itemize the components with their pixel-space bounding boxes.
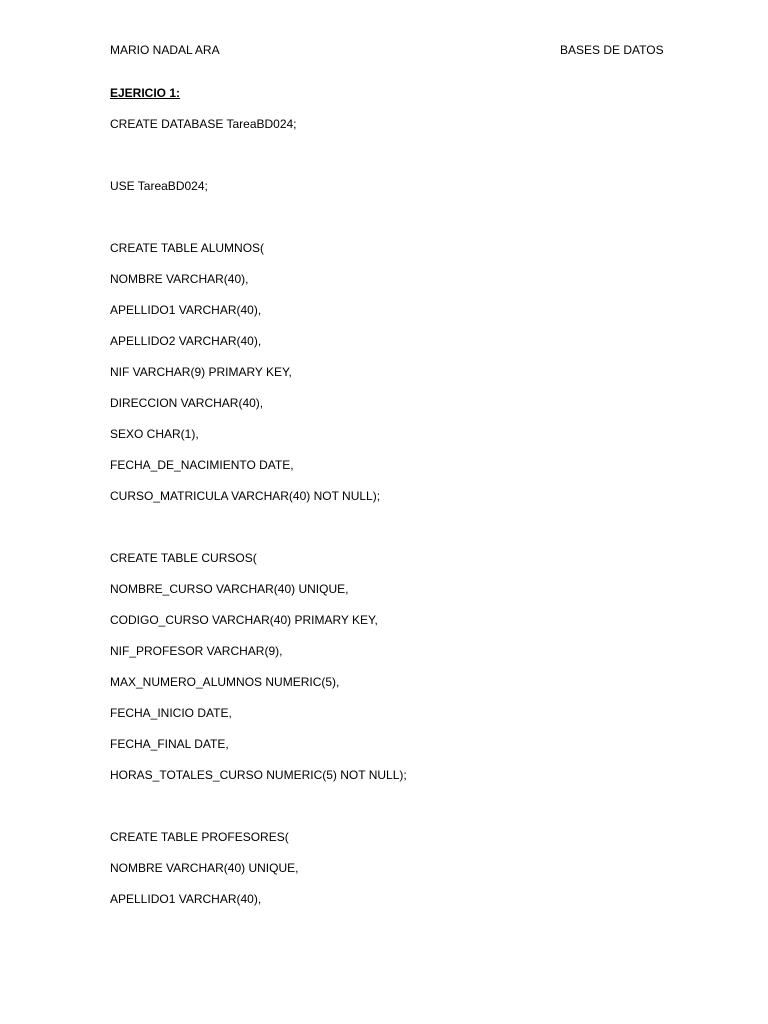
- exercise-title: EJERICIO 1:: [110, 86, 181, 100]
- sql-line: FECHA_INICIO DATE,: [110, 706, 232, 720]
- sql-line: USE TareaBD024;: [110, 179, 208, 193]
- sql-line: APELLIDO1 VARCHAR(40),: [110, 303, 262, 317]
- sql-line: HORAS_TOTALES_CURSO NUMERIC(5) NOT NULL);: [110, 768, 407, 782]
- sql-line: CREATE TABLE ALUMNOS(: [110, 241, 265, 255]
- sql-line: NOMBRE VARCHAR(40) UNIQUE,: [110, 861, 299, 875]
- sql-line: DIRECCION VARCHAR(40),: [110, 396, 264, 410]
- sql-line: NOMBRE VARCHAR(40),: [110, 272, 249, 286]
- sql-line: CURSO_MATRICULA VARCHAR(40) NOT NULL);: [110, 489, 381, 503]
- sql-line: CREATE TABLE PROFESORES(: [110, 830, 289, 844]
- sql-line: SEXO CHAR(1),: [110, 427, 199, 441]
- sql-line: FECHA_DE_NACIMIENTO DATE,: [110, 458, 294, 472]
- sql-line: NOMBRE_CURSO VARCHAR(40) UNIQUE,: [110, 582, 349, 596]
- sql-line: CREATE TABLE CURSOS(: [110, 551, 257, 565]
- sql-line: FECHA_FINAL DATE,: [110, 737, 229, 751]
- sql-line: APELLIDO1 VARCHAR(40),: [110, 892, 262, 906]
- sql-line: MAX_NUMERO_ALUMNOS NUMERIC(5),: [110, 675, 340, 689]
- sql-line: NIF_PROFESOR VARCHAR(9),: [110, 644, 283, 658]
- sql-line: APELLIDO2 VARCHAR(40),: [110, 334, 262, 348]
- sql-line: CREATE DATABASE TareaBD024;: [110, 117, 297, 131]
- sql-line: NIF VARCHAR(9) PRIMARY KEY,: [110, 365, 292, 379]
- header-subject: BASES DE DATOS: [560, 43, 664, 57]
- header-author: MARIO NADAL ARA: [110, 43, 220, 57]
- sql-line: CODIGO_CURSO VARCHAR(40) PRIMARY KEY,: [110, 613, 378, 627]
